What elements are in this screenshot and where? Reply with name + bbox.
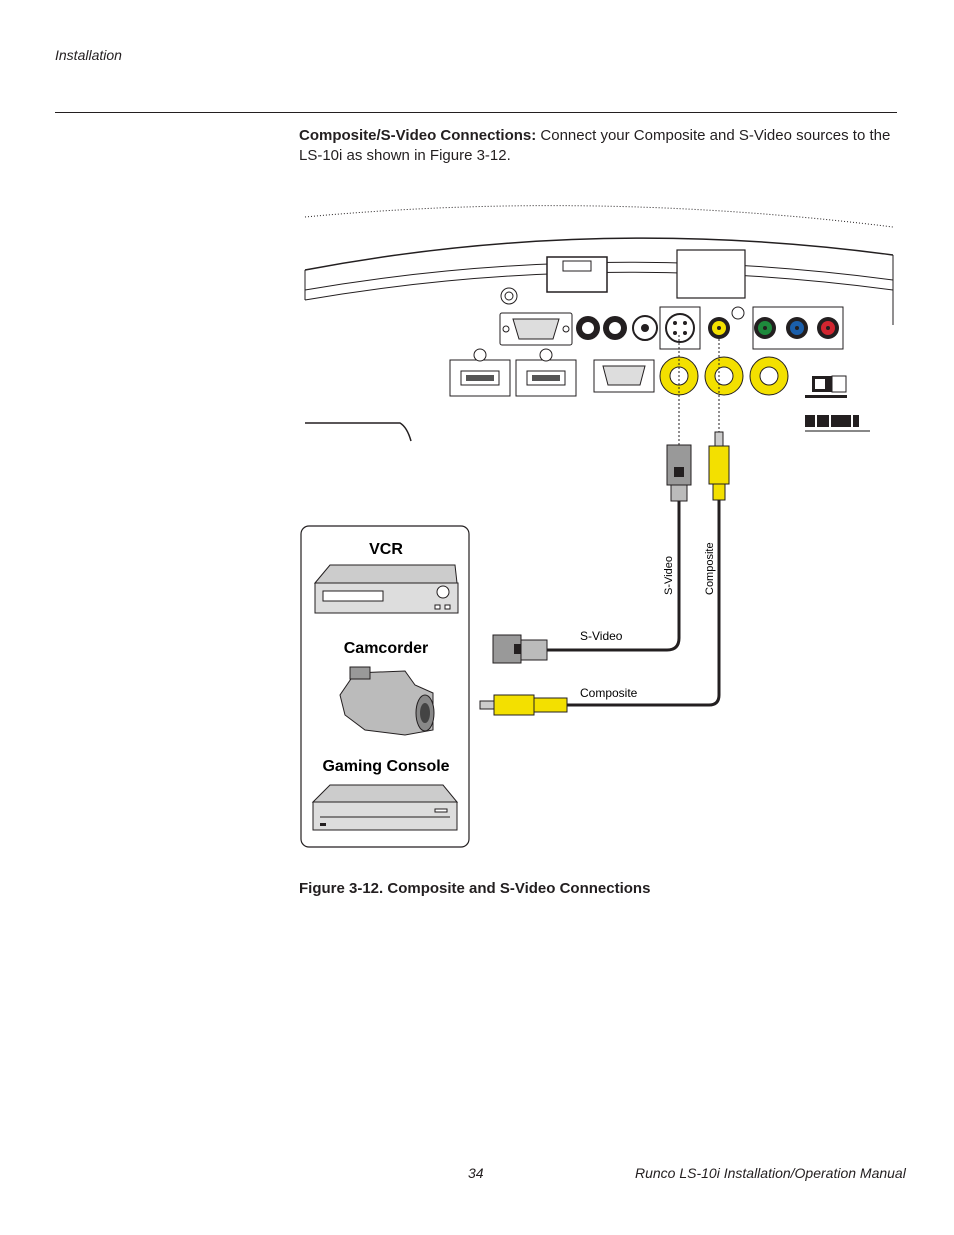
vcr-icon xyxy=(315,565,458,613)
hdmi-port xyxy=(516,349,576,396)
gaming-console-icon xyxy=(313,785,457,830)
rs232-port xyxy=(500,313,572,345)
intro-paragraph xyxy=(299,126,899,166)
intro-lead: Composite/S-Video Connections: xyxy=(299,127,537,144)
vcr-label: VCR xyxy=(369,541,403,558)
hdmi-logo xyxy=(805,415,870,432)
svideo-cable-label: S-Video xyxy=(580,629,623,643)
latch xyxy=(677,250,745,298)
component-ports xyxy=(753,307,843,349)
svideo-cable xyxy=(547,501,679,650)
composite-vertical-label: Composite xyxy=(704,542,716,595)
vga-port xyxy=(594,360,654,392)
intro-body: Connect your Composite and S-Video sources to the LS-10i as shown in Figure 3-12. xyxy=(299,127,891,164)
running-header: Installation xyxy=(55,47,122,63)
svideo-plug xyxy=(667,445,691,501)
composite-plug xyxy=(709,432,729,500)
gaming-console-label: Gaming Console xyxy=(322,758,450,775)
svideo-plug-source xyxy=(493,635,547,663)
dlp-logo xyxy=(805,376,847,398)
header-rule xyxy=(55,112,897,113)
camcorder-label: Camcorder xyxy=(343,640,429,657)
composite-cable-label: Composite xyxy=(580,686,638,700)
page-number: 34 xyxy=(468,1165,484,1181)
figure-caption: Figure 3-12. Composite and S-Video Connections xyxy=(299,880,651,897)
connection-figure xyxy=(295,195,905,855)
manual-title: Runco LS-10i Installation/Operation Manual xyxy=(635,1165,906,1181)
composite-plug-source xyxy=(480,695,567,715)
svideo-vertical-label: S-Video xyxy=(663,556,675,595)
hdmi-port xyxy=(450,349,510,396)
composite-cable xyxy=(567,500,719,705)
svideo-port xyxy=(660,307,700,349)
